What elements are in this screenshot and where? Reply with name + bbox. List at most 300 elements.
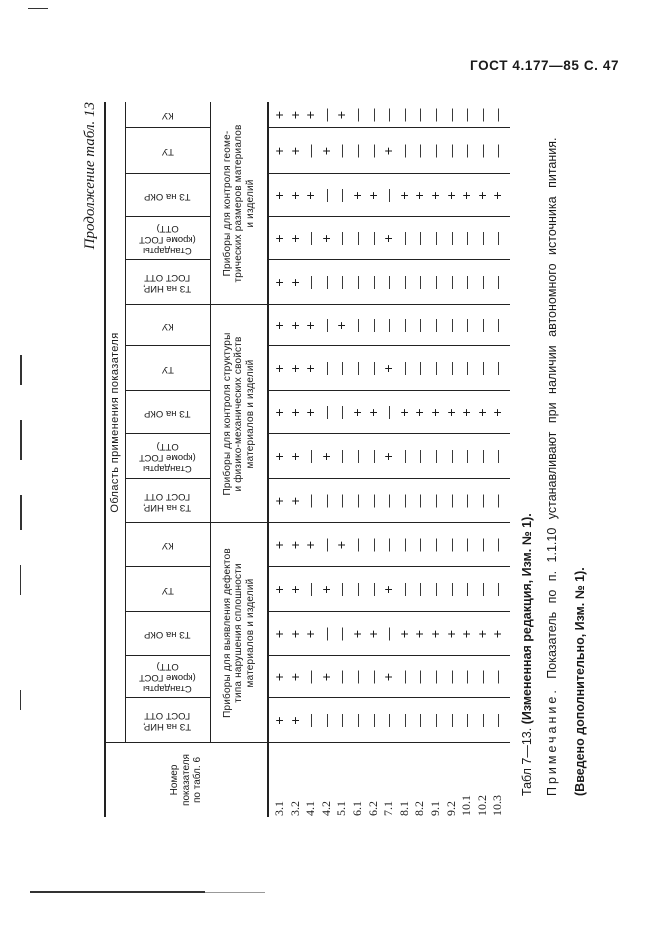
mark-plus: + — [271, 585, 287, 594]
mark-dash: — — [381, 276, 397, 289]
subcolumn-label: ТЗ на ОКР — [144, 407, 191, 419]
mark-dash: — — [412, 144, 428, 158]
mark-dash: — — [303, 714, 319, 727]
data-column — [268, 102, 510, 128]
mark-dash: — — [318, 406, 334, 419]
mark-dash: — — [412, 108, 428, 122]
introduced-note — [573, 567, 588, 796]
mark-dash: — — [428, 450, 443, 463]
mark-dash: — — [318, 494, 334, 508]
mark-dash: — — [459, 276, 475, 289]
mark-dash: — — [490, 450, 506, 463]
data-column — [268, 391, 510, 434]
mark-plus: + — [271, 234, 287, 243]
mark-dash: — — [365, 232, 381, 245]
mark-plus: + — [395, 629, 412, 639]
mark-dash: — — [490, 319, 506, 332]
mark-plus: + — [271, 364, 287, 373]
subcolumn-label: ТЗ на ОКР — [144, 190, 191, 202]
mark-dash: — — [443, 714, 459, 727]
mark-plus: + — [271, 191, 287, 200]
mark-dash: — — [490, 494, 506, 508]
mark-dash: — — [459, 583, 475, 596]
mark-plus: + — [349, 629, 365, 639]
note-text: Показатель по п. 1.1.10 устанавливают при наличии автономного источника питания. — [545, 137, 559, 679]
mark-dash: — — [350, 362, 365, 375]
mark-dash: — — [350, 583, 365, 596]
group-label: Приборы для контроля структуры и физико-механических свойств материалов и изделий — [221, 332, 256, 496]
indicator-number: 3.1 — [272, 801, 286, 816]
mark-dash: — — [303, 670, 319, 684]
subcolumn-header — [125, 567, 210, 612]
mark-dash: — — [428, 108, 443, 122]
mark-dash: — — [365, 362, 381, 375]
mark-dash: — — [474, 714, 490, 727]
mark-plus: + — [427, 408, 443, 417]
indicator-number: 6.2 — [365, 801, 380, 816]
subcolumn-label: КУ — [161, 320, 174, 332]
mark-dash: — — [428, 714, 443, 727]
mark-plus: + — [271, 540, 287, 550]
mark-dash: — — [474, 450, 490, 463]
subcolumn-label: ТУ — [161, 363, 174, 375]
mark-dash: — — [365, 450, 381, 463]
mark-dash: — — [350, 276, 365, 289]
mark-dash: — — [381, 627, 397, 641]
mark-plus: + — [442, 408, 459, 417]
mark-dash: — — [459, 670, 475, 684]
subcolumn-header — [125, 260, 210, 305]
mark-plus: + — [317, 452, 334, 461]
mark-plus: + — [302, 364, 319, 373]
indicator-number: 8.2 — [412, 801, 427, 816]
mark-dash: — — [396, 450, 412, 463]
mark-dash: — — [412, 450, 428, 463]
mark-dash: — — [334, 670, 350, 684]
mark-dash: — — [334, 189, 350, 202]
mark-dash: — — [474, 108, 490, 122]
mark-dash: — — [443, 494, 459, 508]
mark-dash: — — [334, 406, 350, 419]
subcolumn-header — [125, 479, 210, 523]
mark-dash: — — [350, 319, 365, 332]
mark-plus: + — [489, 408, 506, 417]
subcolumn-header — [125, 174, 210, 217]
mark-dash: — — [303, 276, 319, 289]
indicator-number: 10.2 — [474, 795, 489, 816]
mark-dash: — — [459, 319, 475, 332]
mark-dash: — — [396, 670, 412, 684]
data-column — [268, 479, 510, 523]
subcolumn-label: ТУ — [161, 584, 174, 596]
mark-dash: — — [412, 714, 428, 727]
mark-dash: — — [381, 108, 397, 122]
mark-dash: — — [334, 450, 350, 463]
mark-dash: — — [474, 538, 490, 552]
mark-dash: — — [365, 670, 381, 684]
mark-dash: — — [350, 232, 365, 245]
data-column — [268, 217, 510, 260]
mark-dash: — — [428, 276, 443, 289]
mark-dash: — — [381, 406, 397, 419]
mark-plus: + — [286, 364, 303, 373]
mark-dash: — — [350, 714, 365, 727]
mark-plus: + — [411, 408, 428, 417]
mark-plus: + — [271, 496, 287, 506]
scan-artifact — [20, 565, 21, 595]
scan-artifact — [205, 892, 265, 893]
mark-dash: — — [443, 538, 459, 552]
mark-plus: + — [333, 321, 350, 330]
subcolumn-label: КУ — [161, 110, 174, 122]
mark-plus: + — [349, 191, 365, 200]
mark-plus: + — [411, 629, 428, 639]
mark-plus: + — [380, 364, 397, 373]
data-column — [268, 434, 510, 479]
page-header: ГОСТ 4.177—85 С. 47 — [470, 58, 620, 73]
mark-dash: — — [474, 583, 490, 596]
mark-dash: — — [428, 670, 443, 684]
subcolumn-label: ТЗ на ОКР — [144, 629, 191, 641]
mark-dash: — — [443, 362, 459, 375]
mark-plus: + — [473, 629, 490, 639]
subcolumn-label: Стандарты (кроме ГОСТ ОТТ) — [139, 223, 196, 256]
mark-dash: — — [412, 362, 428, 375]
group-label: Приборы для контроля геоме- трических размеров материалов и изделий — [221, 124, 256, 283]
mark-dash: — — [303, 144, 319, 158]
mark-dash: — — [490, 362, 506, 375]
continuation-title: Продолжение табл. 13 — [82, 102, 98, 250]
mark-dash: — — [318, 276, 334, 289]
introduced-text: (Введено дополнительно, Изм. № 1). — [573, 567, 587, 796]
mark-plus: + — [271, 452, 287, 461]
indicator-number: 9.1 — [428, 801, 442, 816]
subcolumn-header — [125, 102, 210, 128]
mark-plus: + — [286, 278, 303, 287]
area-header: Область применения показателя — [108, 332, 121, 513]
mark-plus: + — [271, 146, 287, 156]
mark-plus: + — [286, 629, 303, 639]
mark-dash: — — [396, 108, 412, 122]
mark-dash: — — [318, 189, 334, 202]
mark-dash: — — [459, 362, 475, 375]
scan-artifact — [20, 495, 22, 530]
mark-dash: — — [459, 450, 475, 463]
mark-dash: — — [396, 494, 412, 508]
note-label: Примечание. — [545, 687, 559, 796]
rotated-table-page — [80, 60, 600, 820]
mark-plus: + — [302, 629, 319, 639]
mark-dash: — — [350, 494, 365, 508]
mark-plus: + — [364, 629, 381, 639]
mark-dash: — — [412, 232, 428, 245]
mark-plus: + — [442, 629, 459, 639]
mark-dash: — — [474, 232, 490, 245]
subcolumn-header — [125, 217, 210, 260]
mark-plus: + — [286, 452, 303, 461]
mark-plus: + — [286, 672, 303, 682]
indicator-number: 6.1 — [350, 801, 364, 816]
mark-dash: — — [365, 144, 381, 158]
mark-dash: — — [428, 232, 443, 245]
mark-plus: + — [271, 629, 287, 639]
mark-dash: — — [459, 538, 475, 552]
mark-dash: — — [396, 232, 412, 245]
subcolumn-header — [125, 612, 210, 656]
mark-dash: — — [490, 276, 506, 289]
mark-dash: — — [350, 144, 365, 158]
mark-dash: — — [474, 362, 490, 375]
mark-dash: — — [428, 362, 443, 375]
mark-plus: + — [271, 321, 287, 330]
mark-dash: — — [412, 276, 428, 289]
mark-plus: + — [333, 110, 350, 120]
mark-dash: — — [318, 627, 334, 641]
mark-plus: + — [380, 672, 397, 682]
mark-dash: — — [318, 319, 334, 332]
mark-dash: — — [365, 494, 381, 508]
mark-dash: — — [412, 670, 428, 684]
mark-dash: — — [443, 583, 459, 596]
mark-dash: — — [443, 276, 459, 289]
mark-plus: + — [286, 110, 303, 120]
mark-plus: + — [364, 191, 381, 200]
mark-dash: — — [334, 714, 350, 727]
mark-dash: — — [334, 362, 350, 375]
mark-dash: — — [381, 714, 397, 727]
mark-dash: — — [303, 583, 319, 596]
mark-dash: — — [334, 627, 350, 641]
mark-dash: — — [318, 108, 334, 122]
mark-dash: — — [428, 144, 443, 158]
subcolumn-header — [125, 346, 210, 391]
mark-dash: — — [381, 189, 397, 202]
mark-dash: — — [474, 276, 490, 289]
subcolumn-label: Стандарты (кроме ГОСТ ОТТ) — [139, 661, 196, 695]
indicator-number: 4.1 — [303, 801, 318, 816]
mark-plus: + — [286, 321, 303, 330]
mark-plus: + — [286, 585, 303, 594]
mark-plus: + — [302, 321, 319, 330]
mark-dash: — — [459, 144, 475, 158]
mark-plus: + — [286, 146, 303, 156]
mark-dash: — — [303, 450, 319, 463]
subcolumn-label: ТЗ на НИР, ГОСТ ОТТ — [143, 491, 192, 513]
indicator-number: 8.1 — [396, 801, 411, 816]
mark-dash: — — [396, 583, 412, 596]
mark-plus: + — [427, 191, 443, 200]
mark-dash: — — [396, 319, 412, 332]
mark-dash: — — [365, 714, 381, 727]
mark-dash: — — [443, 108, 459, 122]
mark-dash: — — [474, 144, 490, 158]
mark-plus: + — [458, 191, 475, 200]
mark-plus: + — [286, 408, 303, 417]
subcolumn-label: ТЗ на НИР, ГОСТ ОТТ — [143, 272, 192, 295]
mark-plus: + — [349, 408, 365, 417]
mark-dash: — — [490, 108, 506, 122]
mark-dash: — — [318, 538, 334, 552]
data-column — [268, 128, 510, 174]
subcolumn-header — [125, 391, 210, 434]
mark-dash: — — [412, 494, 428, 508]
table-reference-note — [520, 513, 535, 796]
mark-dash: — — [443, 144, 459, 158]
mark-plus: + — [380, 234, 397, 243]
scan-artifact — [20, 420, 22, 460]
data-column — [268, 567, 510, 612]
mark-dash: — — [303, 232, 319, 245]
table-top-border — [104, 102, 106, 817]
mark-dash: — — [365, 108, 381, 122]
mark-dash: — — [443, 450, 459, 463]
mark-plus: + — [333, 540, 350, 550]
mark-plus: + — [286, 716, 303, 725]
subcolumn-header — [125, 434, 210, 479]
mark-dash: — — [490, 232, 506, 245]
mark-dash: — — [318, 362, 334, 375]
mark-dash: — — [443, 319, 459, 332]
mark-dash: — — [350, 670, 365, 684]
mark-plus: + — [395, 408, 412, 417]
indicator-number: 10.3 — [490, 795, 505, 816]
mark-dash: — — [428, 494, 443, 508]
mark-dash: — — [365, 583, 381, 596]
mark-dash: — — [365, 319, 381, 332]
mark-plus: + — [473, 408, 490, 417]
mark-dash: — — [490, 714, 506, 727]
mark-plus: + — [271, 672, 287, 682]
mark-plus: + — [317, 585, 334, 594]
mark-dash: — — [381, 494, 397, 508]
mark-plus: + — [380, 585, 397, 594]
mark-dash: — — [474, 670, 490, 684]
mark-dash: — — [334, 583, 350, 596]
mark-dash: — — [490, 144, 506, 158]
mark-plus: + — [271, 278, 287, 287]
mark-plus: + — [489, 191, 506, 200]
data-column — [268, 612, 510, 656]
mark-dash: — — [396, 276, 412, 289]
data-column — [268, 174, 510, 217]
mark-plus: + — [317, 672, 334, 682]
mark-dash: — — [428, 538, 443, 552]
mark-dash: — — [459, 232, 475, 245]
data-column — [268, 260, 510, 305]
data-column — [268, 346, 510, 391]
mark-plus: + — [302, 110, 319, 120]
mark-plus: + — [286, 496, 303, 506]
mark-plus: + — [317, 234, 334, 243]
mark-dash: — — [412, 583, 428, 596]
mark-plus: + — [302, 191, 319, 200]
subcolumn-header — [125, 698, 210, 743]
mark-dash: — — [318, 714, 334, 727]
mark-dash: — — [428, 319, 443, 332]
mark-plus: + — [286, 540, 303, 550]
mark-plus: + — [302, 408, 319, 417]
mark-dash: — — [474, 319, 490, 332]
mark-dash: — — [490, 538, 506, 552]
mark-plus: + — [427, 629, 443, 639]
table-ref: Табл 7—13. — [520, 727, 534, 796]
mark-dash: — — [396, 538, 412, 552]
mark-dash: — — [396, 144, 412, 158]
mark-dash: — — [350, 108, 365, 122]
mark-dash: — — [381, 319, 397, 332]
number-header: Номер показателя по табл. 6 — [169, 754, 204, 806]
mark-plus: + — [458, 629, 475, 639]
subcolumn-label: ТЗ на НИР, ГОСТ ОТТ — [143, 710, 192, 733]
mark-plus: + — [411, 191, 428, 200]
mark-plus: + — [317, 146, 334, 156]
mark-dash: — — [381, 538, 397, 552]
indicator-number: 4.2 — [318, 801, 333, 816]
subcolumn-header — [125, 305, 210, 346]
scan-artifact — [20, 690, 21, 710]
mark-plus: + — [364, 408, 381, 417]
data-column — [268, 305, 510, 346]
indicator-number: 3.2 — [287, 801, 302, 816]
mark-dash: — — [365, 276, 381, 289]
mark-dash: — — [459, 494, 475, 508]
mark-plus: + — [271, 110, 287, 120]
mark-dash: — — [459, 108, 475, 122]
mark-plus: + — [395, 191, 412, 200]
mark-plus: + — [271, 716, 287, 725]
mark-dash: — — [334, 144, 350, 158]
scan-artifact — [20, 355, 22, 385]
mark-plus: + — [380, 452, 397, 461]
scan-artifact — [28, 8, 48, 9]
mark-dash: — — [396, 714, 412, 727]
indicator-number: 7.1 — [381, 801, 396, 816]
mark-plus: + — [473, 191, 490, 200]
mark-dash: — — [365, 538, 381, 552]
group-label: Приборы для выявления дефектов типа нарушения сплошности материалов и изделий — [221, 548, 256, 718]
subcolumn-header — [125, 523, 210, 567]
mark-dash: — — [334, 276, 350, 289]
mark-dash: — — [412, 538, 428, 552]
mark-dash: — — [303, 494, 319, 508]
data-column — [268, 523, 510, 567]
subcolumn-label: Стандарты (кроме ГОСТ ОТТ) — [139, 441, 196, 474]
mark-dash: — — [443, 232, 459, 245]
mark-dash: — — [350, 450, 365, 463]
mark-dash: — — [350, 538, 365, 552]
mark-dash: — — [490, 583, 506, 596]
data-column — [268, 656, 510, 698]
subcolumn-header — [125, 656, 210, 698]
mark-dash: — — [474, 494, 490, 508]
mark-dash: — — [428, 583, 443, 596]
indicator-number: 10.1 — [459, 795, 474, 816]
mark-dash: — — [334, 494, 350, 508]
mark-plus: + — [489, 629, 506, 639]
mark-plus: + — [302, 540, 319, 550]
mark-plus: + — [442, 191, 459, 200]
indicator-number: 9.2 — [443, 801, 458, 816]
scan-artifact — [30, 891, 205, 893]
mark-plus: + — [271, 408, 287, 417]
mark-plus: + — [286, 191, 303, 200]
subcolumn-header — [125, 128, 210, 174]
footnote — [545, 138, 560, 796]
mark-dash: — — [490, 670, 506, 684]
data-column — [268, 698, 510, 743]
mark-dash: — — [459, 714, 475, 727]
mark-plus: + — [458, 408, 475, 417]
